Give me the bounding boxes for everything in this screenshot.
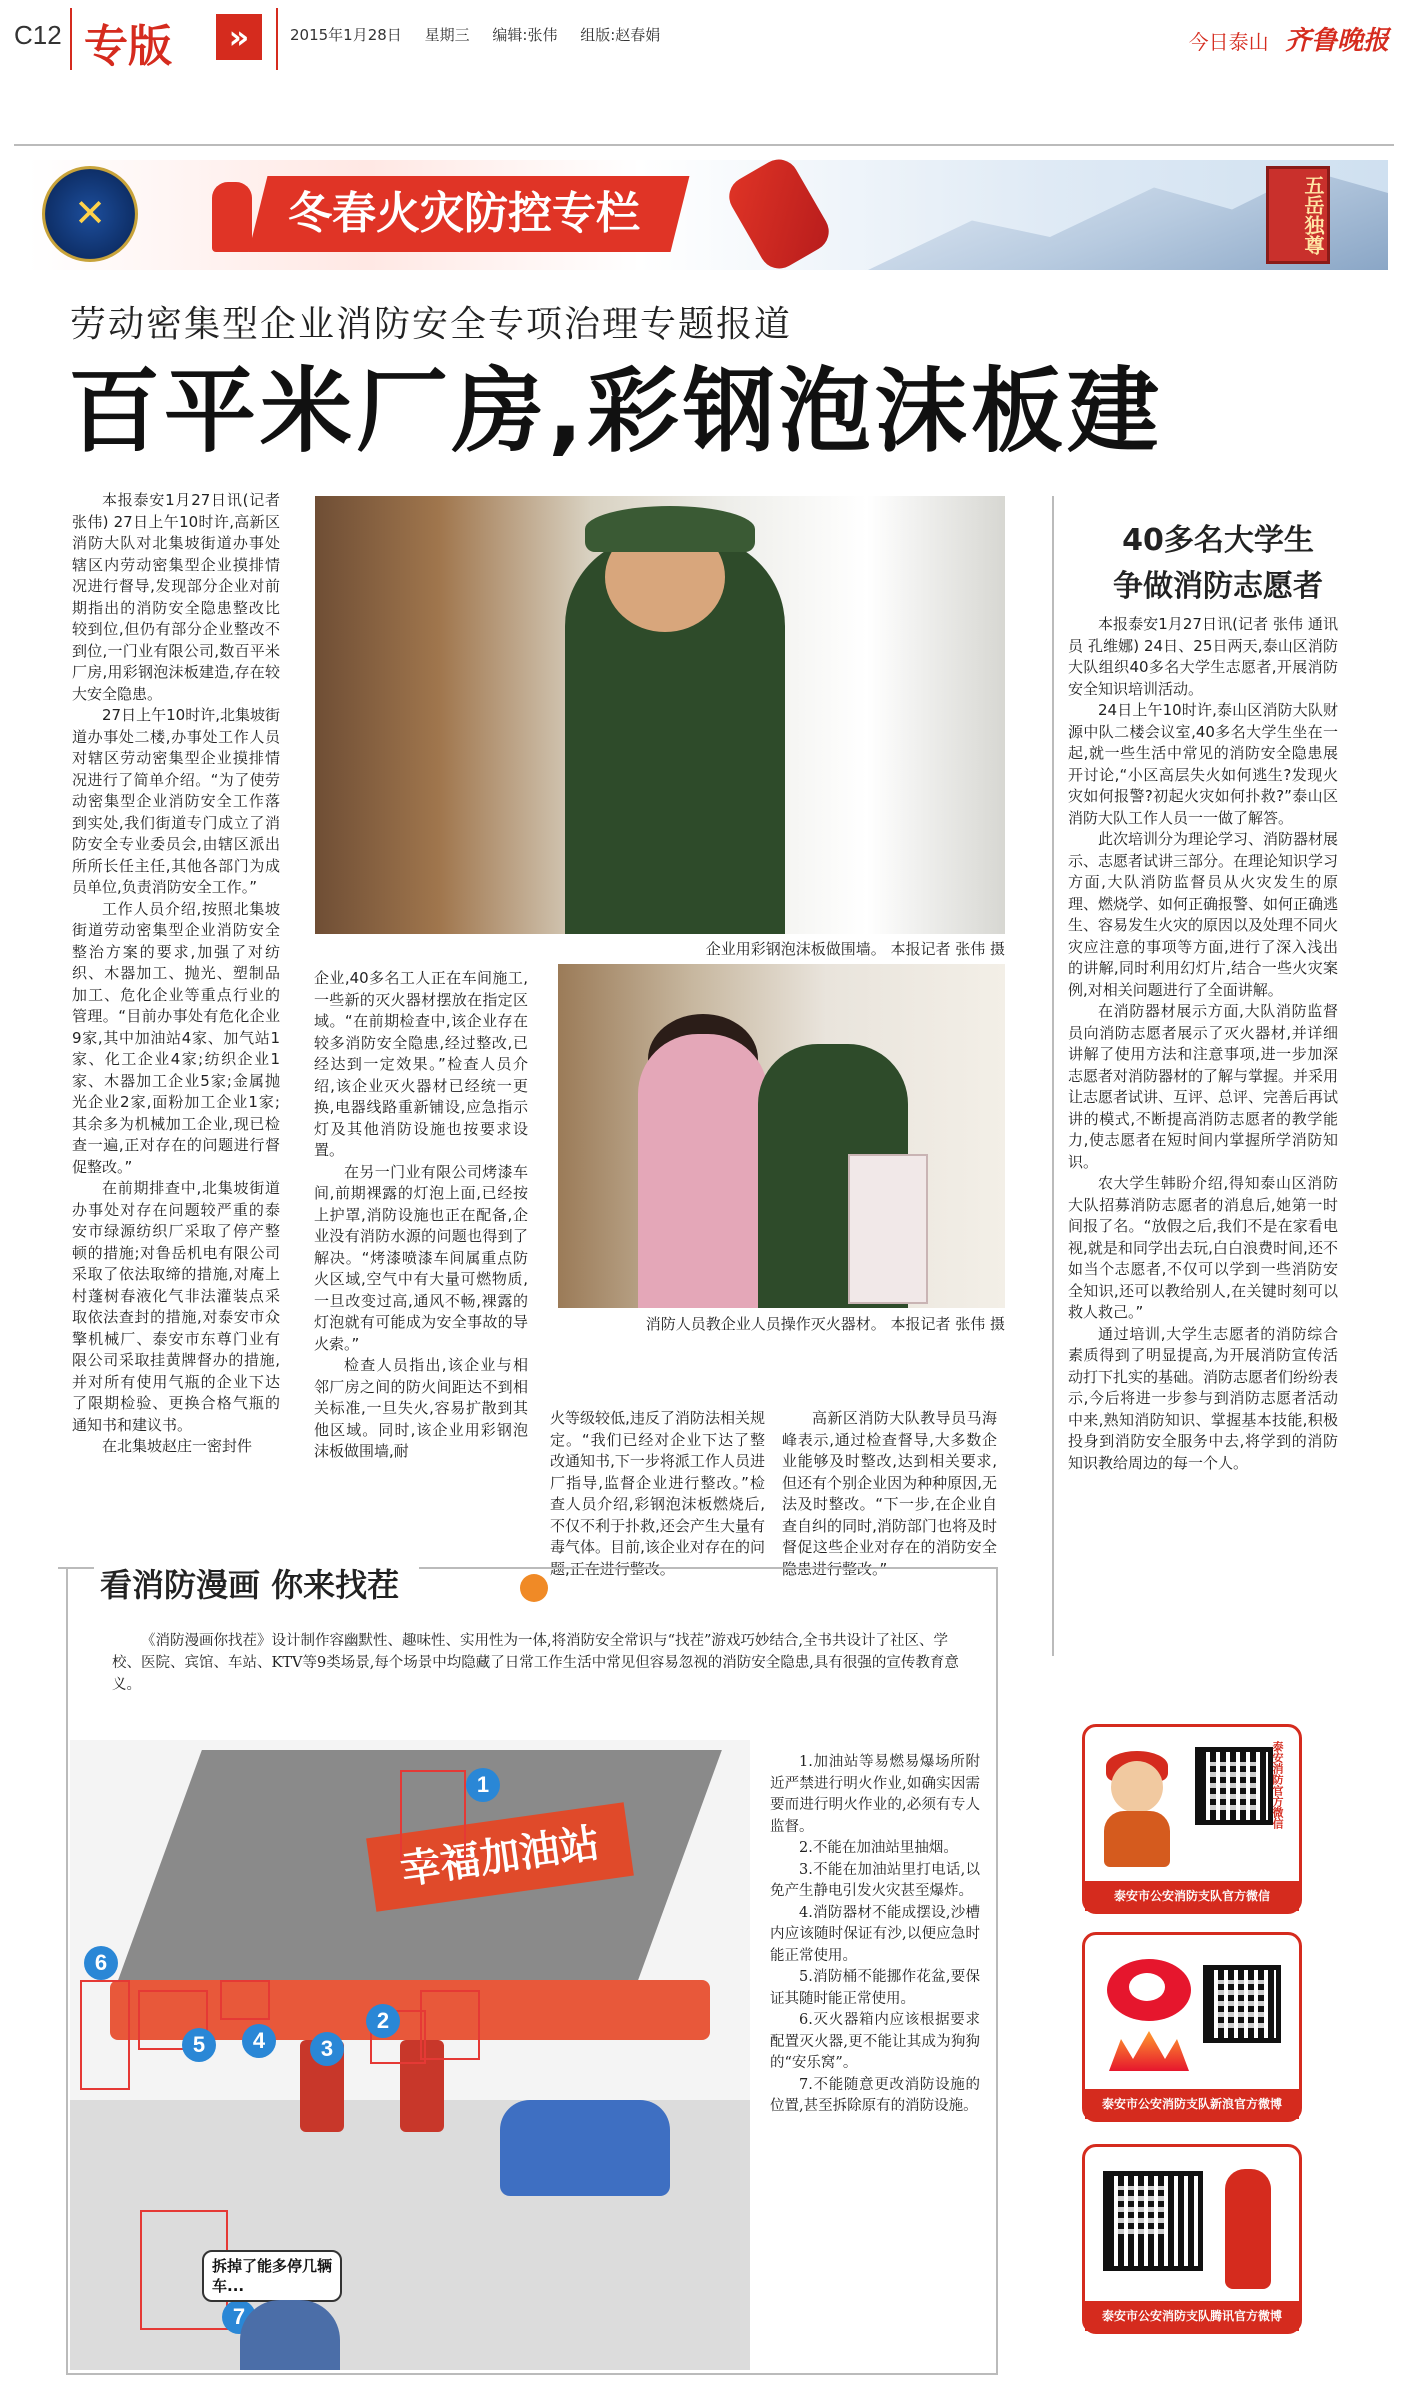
side-title-line-1: 40多名大学生 bbox=[1122, 523, 1314, 558]
issue-date: 2015年1月28日 bbox=[290, 26, 402, 44]
qr-code-icon bbox=[1195, 1747, 1273, 1825]
qr-code-icon bbox=[1203, 1965, 1281, 2043]
answer-item: 2.不能在加油站里抽烟。 bbox=[799, 1840, 958, 1856]
hazard-number: 3 bbox=[310, 2032, 344, 2066]
comic-answers bbox=[770, 1752, 980, 2118]
photo-caption-1: 企业用彩钢泡沫板做围墙。 本报记者 张伟 摄 bbox=[705, 940, 1005, 958]
paper-logo: 齐鲁晚报 bbox=[1284, 26, 1389, 56]
article-column-1 bbox=[72, 490, 280, 1502]
side-divider bbox=[1052, 496, 1054, 1656]
paragraph: 检查人员指出,该企业与相邻厂房之间的防火间距达不到相关标准,一旦失火,容易扩散到其他区域。同时,该企业用彩钢泡沫板做围墙,耐 bbox=[314, 1356, 528, 1460]
article-headline: 百平米厂房,彩钢泡沫板建 bbox=[68, 358, 1163, 465]
paragraph: 工作人员介绍,按照北集坡街道劳动密集型企业消防安全整治方案的要求,加强了对纺织、木器加工、抛光、塑制品加工、危化企业等重点行业的管理。“目前办事处有危化企业9家,其中加油站4家、加气站1家、化工企业4家;纺织企业1家、木器加工企业5家;金属抛光企业2家,面粉加工企业1家;其余多为机械加工企业,现已检查一遍,正对存在的问题进行督促整改。” bbox=[72, 899, 280, 1176]
hydrant-icon bbox=[212, 182, 252, 252]
answer-item: 3.不能在加油站里打电话,以免产生静电引发火灾甚至爆炸。 bbox=[770, 1861, 980, 1899]
hazard-number: 4 bbox=[242, 2024, 276, 2058]
masthead-divider-2 bbox=[276, 8, 278, 70]
paragraph: 本报泰安1月27日讯(记者 张伟) 27日上午10时许,高新区消防大队对北集坡街道办事处辖区内劳动密集型企业摸排情况进行督导,发现部分企业对前期指出的消防安全隐患整改比较到位,但仍有部分企业整改不到位,一门业有限公司,数百平米厂房,用彩钢泡沫板建造,存在较大安全隐患。 bbox=[72, 491, 280, 703]
banner-title: 冬春火灾防控专栏 bbox=[249, 176, 690, 252]
section-name: 专版 bbox=[84, 21, 172, 72]
hazard-number: 1 bbox=[466, 1768, 500, 1802]
station-sign: 幸福加油站 bbox=[366, 1802, 634, 1911]
qr-card-sina-weibo bbox=[1082, 1932, 1302, 2122]
hazard-number: 5 bbox=[182, 2028, 216, 2062]
edition-name: 今日泰山 bbox=[1188, 30, 1269, 54]
paragraph: 在北集坡赵庄一密封件 bbox=[102, 1437, 253, 1455]
column-banner bbox=[28, 160, 1388, 270]
issue-weekday: 星期三 bbox=[424, 26, 470, 44]
article-kicker: 劳动密集型企业消防安全专项治理专题报道 bbox=[70, 304, 793, 345]
car-icon bbox=[500, 2100, 670, 2196]
paragraph: 在前期排查中,北集坡街道办事处对存在问题较严重的泰安市绿源纺织厂采取了停产整顿的措施;对鲁岳机电有限公司采取了依法取缔的措施,对庵上村蓬树春液化气非法灌装点采取依法查封的措施,对泰安市众擎机械厂、泰安市东尊门业有限公司采取挂黄牌督办的措施,并对所有使用气瓶的企业下达了限期检验、更换合格气瓶的通知书和建议书。 bbox=[72, 1179, 280, 1434]
speech-bubble: 拆掉了能多停几辆车... bbox=[202, 2250, 342, 2302]
side-title-line-2: 争做消防志愿者 bbox=[1113, 569, 1323, 604]
paragraph: 在另一门业有限公司烤漆车间,前期裸露的灯泡上面,已经按上护罩,消防设施也正在配备,企业没有消防水源的问题也得到了解决。“烤漆喷漆车间属重点防火区域,空气中有大量可燃物质,一旦改变过高,通风不畅,裸露的灯泡就有可能成为安全事故的导火索。” bbox=[314, 1162, 528, 1353]
photo-caption-2: 消防人员教企业人员操作灭火器材。 本报记者 张伟 摄 bbox=[645, 1315, 1005, 1333]
worker-figure bbox=[240, 2300, 340, 2370]
qr-vertical-label: 泰安消防官方微信 bbox=[1271, 1741, 1284, 1829]
editor-credit: 编辑:张伟 bbox=[492, 26, 558, 44]
article-column-2 bbox=[314, 968, 528, 1508]
qr-caption: 泰安市公安消防支队新浪官方微博 bbox=[1085, 2089, 1299, 2119]
qr-caption: 泰安市公安消防支队腾讯官方微博 bbox=[1085, 2301, 1299, 2331]
paragraph: 火等级较低,违反了消防法相关规定。“我们已经对企业下达了整改通知书,下一步将派工作人员进厂指导,监督企业进行整改。”检查人员介绍,彩钢泡沫板燃烧后,不仅不利于扑救,还会产生大量有毒气体。目前,该企业对存在的问 bbox=[550, 1409, 765, 1556]
side-story-title bbox=[1068, 518, 1368, 610]
side-story-body bbox=[1068, 614, 1338, 1632]
article-column-4 bbox=[782, 1408, 997, 1556]
extinguisher-box bbox=[848, 1154, 928, 1304]
masthead-divider bbox=[70, 8, 72, 70]
paragraph: 农大学生韩盼介绍,得知泰山区消防大队招募消防志愿者的消息后,她第一时间报了名。“放假之后,我们不是在家看电视,就是和同学出去玩,白白浪费时间,还不如当个志愿者,不仅可以学到一些消防安全知识,还可以教给别人,在关键时刻可以救人救己。” bbox=[1068, 1174, 1338, 1321]
paragraph: 此次培训分为理论学习、消防器材展示、志愿者试讲三部分。在理论知识学习方面,大队消防监督员从火灾发生的原理、燃烧学、如何正确报警、如何正确逃生、容易发生火灾的原因以及处理不同火灾应注意的事项等方面,进行了深入浅出的讲解,同时利用幻灯片,结合一些火灾案例,对相关问题进行了全面讲解。 bbox=[1068, 830, 1339, 999]
masthead-brand bbox=[1189, 20, 1389, 57]
answer-item: 7.不能随意更改消防设施的位置,甚至拆除原有的消防设施。 bbox=[770, 2076, 980, 2114]
hazard-number: 7 bbox=[222, 2300, 256, 2334]
firefighter-mascot-icon bbox=[1097, 1747, 1177, 1867]
answer-item: 4.消防器材不能成摆设,沙槽内应该随时保证有沙,以便应急时能正常使用。 bbox=[770, 1904, 980, 1964]
answer-item: 1.加油站等易燃易爆场所附近严禁进行明火作业,如确实因需要而进行明火作业的,必须有专人监督。 bbox=[770, 1754, 980, 1835]
paragraph: 27日上午10时许,北集坡街道办事处二楼,办事处工作人员对辖区劳动密集型企业摸排情况进行了简单介绍。“为了使劳动密集型企业消防安全工作落到实处,我们街道专门成立了消防安全专业委员会,由辖区派出所所长任主任,其他各部门为成员单位,负责消防安全工作。” bbox=[72, 706, 280, 896]
hazard-frame-4 bbox=[220, 1980, 270, 2020]
extinguisher-mascot-icon bbox=[1225, 2169, 1271, 2289]
hazard-frame-6 bbox=[80, 1980, 130, 2090]
masthead-meta bbox=[290, 24, 678, 45]
qr-code-icon bbox=[1103, 2171, 1203, 2271]
hazard-frame-1 bbox=[400, 1770, 466, 1860]
qr-caption: 泰安市公安消防支队官方微信 bbox=[1085, 1881, 1299, 1911]
fire-badge-icon bbox=[42, 166, 138, 262]
paragraph: 本报泰安1月27日讯(记者 张伟 通讯员 孔维娜) 24日、25日两天,泰山区消防大队组织40多名大学生志愿者,开展消防安全知识培训活动。 bbox=[1068, 615, 1338, 698]
hazard-number: 2 bbox=[366, 2004, 400, 2038]
orange-dot-icon bbox=[520, 1574, 548, 1602]
page-number: C12 bbox=[14, 20, 62, 50]
paragraph: 高新区消防大队教导员马海峰表示,通过检查督导,大多数企业能够及时整改,达到相关要求,但还有个别企业因为种种原因,无法及时整改。“下一步,在企业自查自纠的同时,消防部门也将及时督促这些企业对存在的消防安全 bbox=[782, 1409, 997, 1556]
layout-credit: 组版:赵春娟 bbox=[580, 26, 661, 44]
weibo-logo-icon bbox=[1107, 1959, 1191, 2021]
seal-stamp: 五岳独尊 bbox=[1266, 166, 1330, 264]
flame-icon bbox=[1109, 2031, 1189, 2071]
answer-item: 6.灭火器箱内应该根据要求配置灭火器,更不能让其成为狗狗的“安乐窝”。 bbox=[770, 2012, 980, 2071]
paragraph: 企业,40多名工人正在车间施工,一些新的灭火器材摆放在指定区域。“在前期检查中,该企业存在较多消防安全隐患,经过整改,已经达到一定效果。”检查人员介绍,该企业灭火器材已经统一更换,电器线路重新铺设,应急指示灯及其他消防设施也按要求设置。 bbox=[314, 969, 528, 1159]
paragraph: 通过培训,大学生志愿者的消防综合素质得到了明显提高,为开展消防宣传活动打下扎实的基础。消防志愿者们纷纷表示,今后将进一步参与到消防志愿者活动中来,熟知消防知识、掌握基本技能,积极投身到消防安全服务中去,将学到的消防知识教给周边的每一个人。 bbox=[1068, 1324, 1339, 1472]
masthead-rule bbox=[14, 144, 1394, 146]
extinguisher-icon bbox=[722, 152, 836, 276]
answer-item: 5.消防桶不能挪作花盆,要保证其随时能正常使用。 bbox=[770, 1969, 980, 2007]
article-column-3 bbox=[550, 1408, 765, 1556]
comic-title: 看消防漫画 你来找茬 bbox=[94, 1560, 419, 1606]
chevron-right-icon: » bbox=[216, 14, 262, 60]
qr-card-tencent-weibo bbox=[1082, 2144, 1302, 2334]
hazard-frame-2 bbox=[420, 1990, 480, 2060]
gas-station-cartoon bbox=[70, 1740, 750, 2370]
woman-figure bbox=[638, 1034, 768, 1308]
masthead bbox=[0, 0, 1409, 80]
paragraph: 24日上午10时许,泰山区消防大队财源中队二楼会议室,40多名大学生坐在一起,就一些生活中常见的消防安全隐患展开讨论,“小区高层失火如何逃生?发现火灾如何报警?初起火灾如何扑救?”泰山区消防大队工作人员一一做了解答。 bbox=[1068, 701, 1338, 827]
hazard-number: 6 bbox=[84, 1946, 118, 1980]
qr-card-wechat bbox=[1082, 1724, 1302, 1914]
photo-extinguisher-training bbox=[558, 964, 1005, 1308]
comic-intro: 《消防漫画你找茬》设计制作容幽默性、趣味性、实用性为一体,将消防安全常识与“找茬”游戏巧妙结合,全书共设计了社区、学校、医院、宾馆、车站、KTV等9类场景,每个场景中均隐藏了日常工作生活中常见但容易忽视的消防安全隐患,具有很强的宣传教育意义。 bbox=[112, 1633, 959, 1693]
paragraph: 在消防器材展示方面,大队消防监督员向消防志愿者展示了灭火器材,并详细讲解了使用方法和注意事项,进一步加深志愿者对消防器材的了解与掌握。并采用让志愿者试讲、互评、总评、完善后再试讲的模式,不断提高消防志愿者的教学能力,使志愿者在短时间内掌握所学消防知识。 bbox=[1068, 1002, 1339, 1171]
photo-color-steel-wall bbox=[315, 496, 1005, 934]
officer-cap bbox=[585, 506, 755, 552]
